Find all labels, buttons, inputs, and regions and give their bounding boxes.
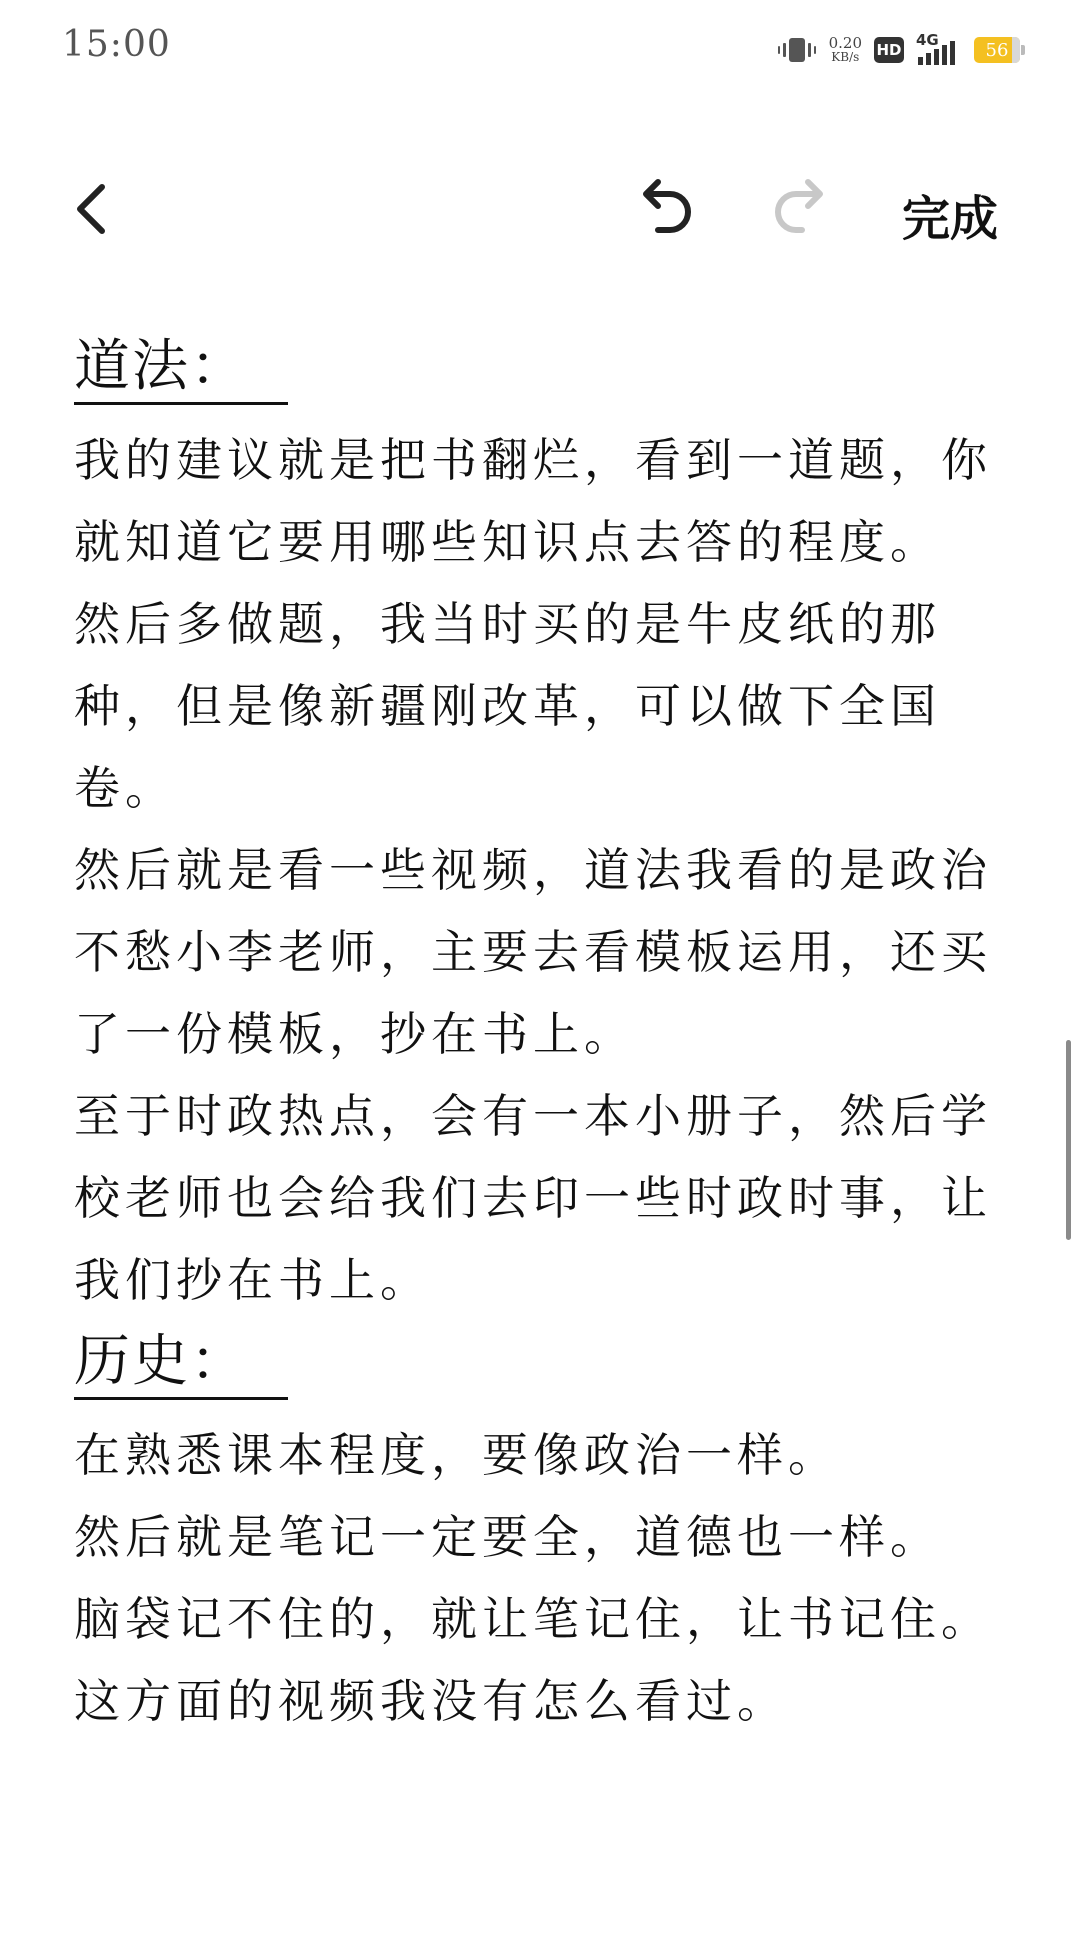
signal-icon [916,33,962,67]
redo-button[interactable] [768,172,838,242]
editor-toolbar [0,150,1076,270]
note-paragraph: 然后就是看一些视频，道法我看的是政治不愁小李老师，主要去看模板运用，还买了一份模板，抄在书上。 [74,843,992,1061]
back-button[interactable] [62,174,122,244]
battery-level: 56 [985,39,1009,61]
network-speed-unit: KB/s [831,50,860,64]
note-editor[interactable] [74,332,1024,1742]
note-paragraph: 脑袋记不住的，就让笔记住，让书记住。 [74,1592,992,1646]
vibrate-icon [777,35,817,65]
network-type-label: 4G [916,31,939,49]
network-speed-value: 0.20 [828,34,862,52]
scrollbar[interactable] [1066,1040,1071,1240]
done-button[interactable]: 完成 [902,191,999,247]
redo-icon [768,172,838,242]
section-heading: 道法： [74,332,288,405]
status-time: 15:00 [62,24,171,65]
note-paragraph: 在熟悉课本程度，要像政治一样。 [74,1428,839,1482]
note-paragraph: 这方面的视频我没有怎么看过。 [74,1674,788,1728]
undo-icon [628,172,698,242]
section-heading: 历史： [74,1327,288,1400]
network-speed [829,36,862,64]
note-paragraph: 至于时政热点，会有一本小册子，然后学校老师也会给我们去印一些时政时事，让我们抄在书上。 [74,1089,992,1307]
note-paragraph: 我的建议就是把书翻烂，看到一道题，你就知道它要用哪些知识点去答的程度。 [74,433,992,569]
chevron-left-icon [72,181,112,237]
status-bar [0,0,1076,100]
battery-icon [974,37,1020,63]
note-paragraph: 然后就是笔记一定要全，道德也一样。 [74,1510,941,1564]
note-section [74,1321,1024,1742]
note-paragraph: 然后多做题，我当时买的是牛皮纸的那种，但是像新疆刚改革，可以做下全国卷。 [74,597,941,815]
hd-icon: HD [874,37,904,63]
undo-button[interactable] [628,172,698,242]
note-section [74,332,1024,1321]
battery-empty-segment [1012,37,1020,63]
status-icons [777,30,1020,70]
